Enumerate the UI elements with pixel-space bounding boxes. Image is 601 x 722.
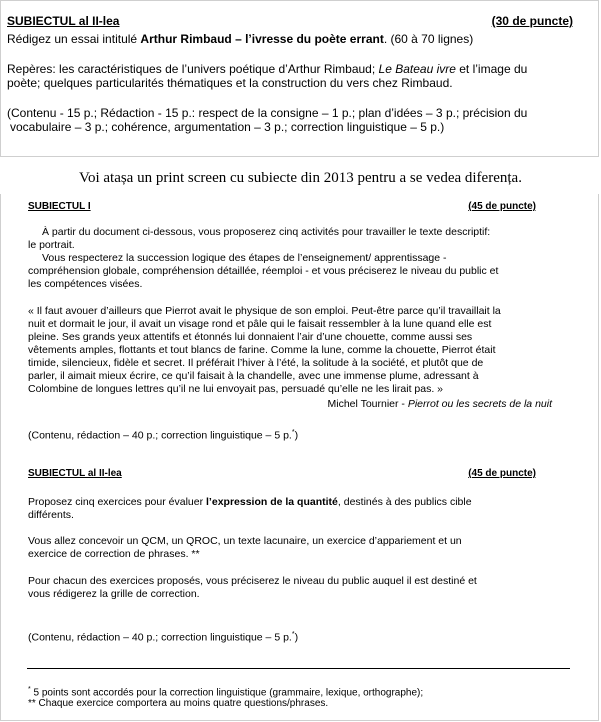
- essay-prompt: Rédigez un essai intitulé Arthur Rimbaud – l’ivresse du poète errant. (60 à 70 lignes): [7, 32, 474, 46]
- subject-1-heading: SUBIECTUL I (45 de puncte): [28, 201, 536, 212]
- caption: Voi atașa un print screen cu subiecte din 2013 pentru a se vedea diferența.: [79, 170, 522, 186]
- footnote-divider: [27, 668, 570, 669]
- subject-1-grading: (Contenu, rédaction – 40 p.; correction linguistique – 5 p.*): [28, 429, 299, 442]
- subject-points: (30 de puncte): [491, 14, 573, 28]
- subject-title: SUBIECTUL al II-lea: [7, 14, 120, 28]
- subject-2013-panel: [0, 0, 599, 157]
- subject-heading: [7, 14, 573, 28]
- reperes-text: Repères: les caractéristiques de l’univers poétique d’Arthur Rimbaud; Le Bateau ivre et l’image du poète; quelques particularités thématiques et la construction du vers chez Rimbaud.: [7, 62, 528, 90]
- subject-2-heading: SUBIECTUL al II-lea (45 de puncte): [28, 468, 536, 479]
- grading-text: (Contenu - 15 p.; Rédaction - 15 p.: respect de la consigne – 1 p.; plan d’idées – 3 p.; précision du vocabulaire – 3 p.; cohérence, argumentation – 3 p.; correction linguistique – 5 p.): [7, 106, 528, 134]
- quote-source: Michel Tournier - Pierrot ou les secrets de la nuit: [327, 398, 552, 410]
- subject-2-grading: (Contenu, rédaction – 40 p.; correction linguistique – 5 p.*): [28, 631, 299, 644]
